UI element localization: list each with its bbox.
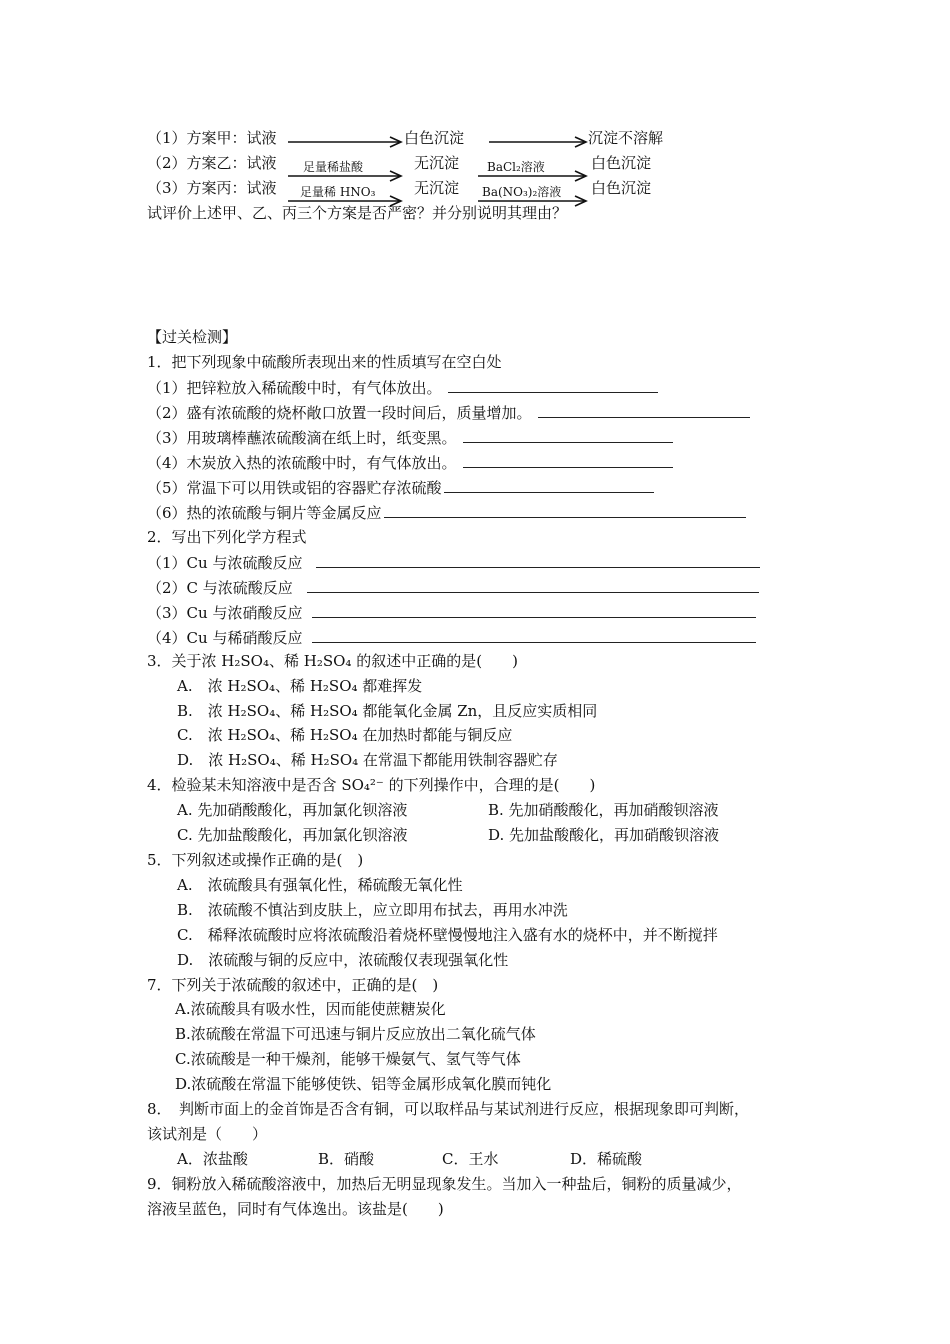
q4-option-c[interactable]: C. 先加盐酸酸化，再加氯化钡溶液 xyxy=(177,826,408,844)
q2-stem: 2．写出下列化学方程式 xyxy=(147,528,307,546)
q9-stem-line-1: 9．铜粉放入稀硫酸溶液中，加热后无明显现象发生。当加入一种盐后，铜粉的质量减少， xyxy=(147,1175,742,1193)
q4-option-d[interactable]: D. 先加盐酸酸化，再加硝酸钡溶液 xyxy=(488,826,720,844)
q5-option-d[interactable]: D. 浓硫酸与铜的反应中，浓硫酸仅表现强氧化性 xyxy=(177,951,509,969)
q8-option-d[interactable]: D．稀硫酸 xyxy=(570,1150,643,1168)
q2-item-4: （4）Cu 与稀硝酸反应 xyxy=(147,627,756,647)
q9-stem-line-2: 溶液呈蓝色，同时有气体逸出。该盐是( ) xyxy=(147,1200,444,1218)
scheme-a-end: 沉淀不溶解 xyxy=(588,129,664,147)
scheme-c-mid: 无沉淀 xyxy=(414,179,460,197)
q7-stem: 7．下列关于浓硫酸的叙述中，正确的是( ) xyxy=(147,976,439,994)
q3-option-a[interactable]: A. 浓 H₂SO₄、稀 H₂SO₄ 都难挥发 xyxy=(177,677,423,695)
section-title: 【过关检测】 xyxy=(147,328,238,346)
q1-item-2: （2）盛有浓硫酸的烧杯敞口放置一段时间后，质量增加。 xyxy=(147,402,750,422)
q8-option-b[interactable]: B．硝酸 xyxy=(318,1150,375,1168)
answer-blank[interactable] xyxy=(463,427,673,443)
q4-stem: 4．检验某未知溶液中是否含 SO₄²⁻ 的下列操作中，合理的是( ) xyxy=(147,776,596,794)
q3-stem: 3．关于浓 H₂SO₄、稀 H₂SO₄ 的叙述中正确的是( ) xyxy=(147,652,518,670)
q5-stem: 5．下列叙述或操作正确的是( ) xyxy=(147,851,364,869)
answer-blank[interactable] xyxy=(444,477,654,493)
scheme-c-label: （3）方案丙：试液 xyxy=(147,179,277,197)
scheme-c-reagent-1: 足量稀 HNO₃ xyxy=(300,185,376,199)
q3-option-d[interactable]: D. 浓 H₂SO₄、稀 H₂SO₄ 在常温下都能用铁制容器贮存 xyxy=(177,751,558,769)
answer-blank[interactable] xyxy=(307,577,759,593)
scheme-a-arrow-1 xyxy=(288,138,404,160)
scheme-b-reagent-2: BaCl₂溶液 xyxy=(487,160,545,174)
q5-option-a[interactable]: A. 浓硫酸具有强氧化性，稀硫酸无氧化性 xyxy=(177,876,463,894)
scheme-a-label: （1）方案甲：试液 xyxy=(147,129,277,147)
q2-item-1: （1）Cu 与浓硫酸反应 xyxy=(147,552,760,572)
q2-item-3: （3）Cu 与浓硝酸反应 xyxy=(147,602,756,622)
q1-item-4: （4）木炭放入热的浓硫酸中时，有气体放出。 xyxy=(147,452,673,472)
answer-blank[interactable] xyxy=(312,602,756,618)
q4-option-a[interactable]: A. 先加硝酸酸化，再加氯化钡溶液 xyxy=(177,801,408,819)
q8-option-c[interactable]: C．王水 xyxy=(442,1150,499,1168)
q7-option-a[interactable]: A.浓硫酸具有吸水性，因而能使蔗糖炭化 xyxy=(175,1000,446,1018)
scheme-a-arrow-2 xyxy=(489,138,589,160)
scheme-b-mid: 无沉淀 xyxy=(414,154,460,172)
answer-blank[interactable] xyxy=(312,627,756,643)
scheme-c-end: 白色沉淀 xyxy=(591,179,652,197)
q7-option-d[interactable]: D.浓硫酸在常温下能够使铁、铝等金属形成氧化膜而钝化 xyxy=(175,1075,552,1093)
answer-blank[interactable] xyxy=(448,377,658,393)
q5-option-c[interactable]: C. 稀释浓硫酸时应将浓硫酸沿着烧杯壁慢慢地注入盛有水的烧杯中，并不断搅拌 xyxy=(177,926,718,944)
q8-stem-line-2: 该试剂是（ ） xyxy=(147,1125,268,1143)
answer-blank[interactable] xyxy=(538,402,750,418)
scheme-a-mid: 白色沉淀 xyxy=(404,129,465,147)
answer-blank[interactable] xyxy=(316,552,760,568)
scheme-b-end: 白色沉淀 xyxy=(591,154,652,172)
q7-option-c[interactable]: C.浓硫酸是一种干燥剂，能够干燥氨气、氢气等气体 xyxy=(175,1050,521,1068)
q8-stem-line-1: 8． 判断市面上的金首饰是否含有铜，可以取样品与某试剂进行反应，根据现象即可判断， xyxy=(147,1100,750,1118)
q2-item-2: （2）C 与浓硫酸反应 xyxy=(147,577,759,597)
scheme-b-reagent-1: 足量稀盐酸 xyxy=(303,160,364,174)
q3-option-c[interactable]: C. 浓 H₂SO₄、稀 H₂SO₄ 在加热时都能与铜反应 xyxy=(177,726,513,744)
q1-stem: 1．把下列现象中硫酸所表现出来的性质填写在空白处 xyxy=(147,353,502,371)
answer-blank[interactable] xyxy=(463,452,673,468)
q1-item-1: （1）把锌粒放入稀硫酸中时，有气体放出。 xyxy=(147,377,658,397)
scheme-b-label: （2）方案乙：试液 xyxy=(147,154,277,172)
answer-blank[interactable] xyxy=(384,502,746,518)
q1-item-5: （5）常温下可以用铁或铝的容器贮存浓硫酸 xyxy=(147,477,654,497)
q5-option-b[interactable]: B. 浓硫酸不慎沾到皮肤上，应立即用布拭去，再用水冲洗 xyxy=(177,901,568,919)
q4-option-b[interactable]: B. 先加硝酸酸化，再加硝酸钡溶液 xyxy=(488,801,719,819)
q8-option-a[interactable]: A．浓盐酸 xyxy=(177,1150,248,1168)
q7-option-b[interactable]: B.浓硫酸在常温下可迅速与铜片反应放出二氧化硫气体 xyxy=(175,1025,536,1043)
q3-option-b[interactable]: B. 浓 H₂SO₄、稀 H₂SO₄ 都能氧化金属 Zn，且反应实质相同 xyxy=(177,702,598,720)
scheme-question: 试评价上述甲、乙、丙三个方案是否严密？并分别说明其理由？ xyxy=(147,204,568,222)
scheme-c-reagent-2: Ba(NO₃)₂溶液 xyxy=(482,185,562,199)
q1-item-3: （3）用玻璃棒蘸浓硫酸滴在纸上时，纸变黑。 xyxy=(147,427,673,447)
q1-item-6: （6）热的浓硫酸与铜片等金属反应 xyxy=(147,502,746,522)
